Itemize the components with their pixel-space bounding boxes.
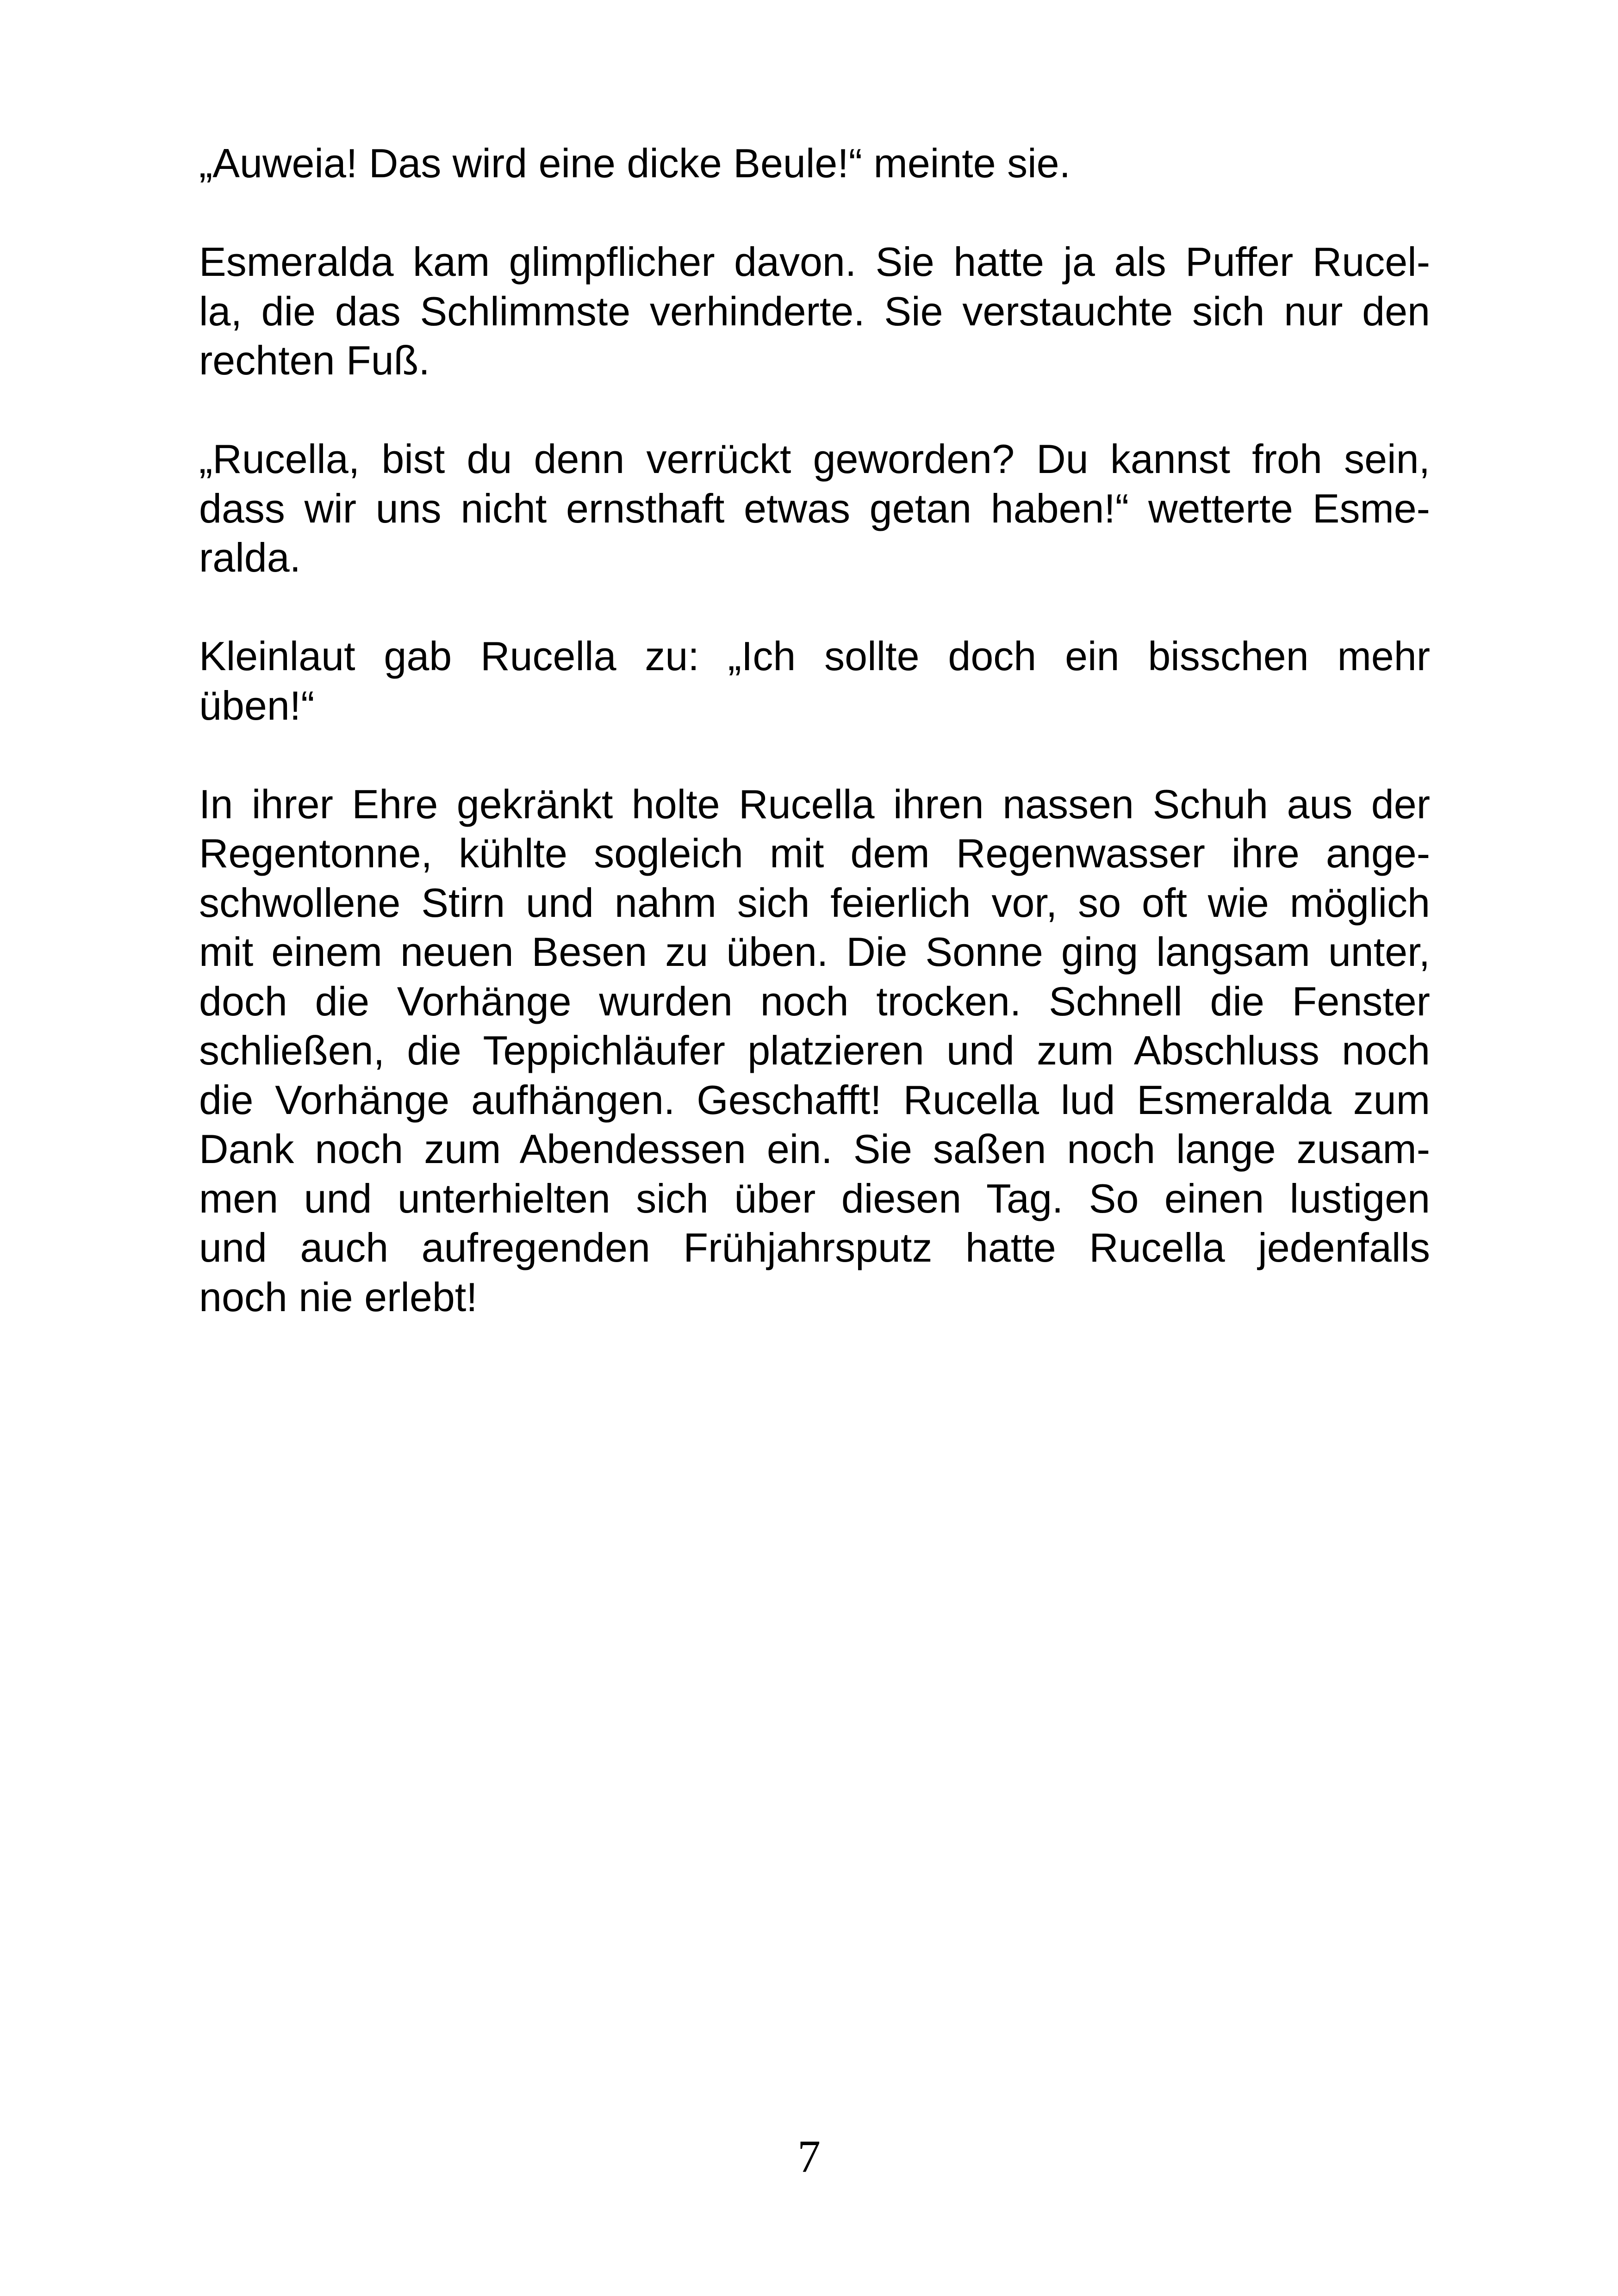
paragraph bbox=[199, 632, 1430, 730]
text-line: ralda. bbox=[199, 535, 301, 580]
text-line: In ihrer Ehre gekränkt holte Rucella ihren nassen Schuh aus der bbox=[199, 781, 1430, 827]
text-line: „Rucella, bist du denn verrückt geworden? Du kannst froh sein, bbox=[199, 436, 1430, 482]
paragraph bbox=[199, 435, 1430, 583]
text-line: la, die das Schlimmste verhinderte. Sie verstauchte sich nur den bbox=[199, 288, 1430, 334]
text-line: mit einem neuen Besen zu üben. Die Sonne ging langsam unter, bbox=[199, 929, 1430, 975]
text-line: Esmeralda kam glimpflicher davon. Sie hatte ja als Puffer Rucel- bbox=[199, 239, 1430, 285]
text-line: dass wir uns nicht ernsthaft etwas getan haben!“ wetterte Esme- bbox=[199, 485, 1430, 531]
text-line: men und unterhielten sich über diesen Tag. So einen lustigen bbox=[199, 1175, 1430, 1221]
text-line: doch die Vorhänge wurden noch trocken. Schnell die Fenster bbox=[199, 978, 1430, 1024]
text-line: Regentonne, kühlte sogleich mit dem Regenwasser ihre ange- bbox=[199, 830, 1430, 876]
page-number: 7 bbox=[797, 2131, 821, 2182]
text-line: Kleinlaut gab Rucella zu: „Ich sollte doch ein bisschen mehr bbox=[199, 633, 1430, 679]
text-line: „Auweia! Das wird eine dicke Beule!“ meinte sie. bbox=[199, 140, 1071, 186]
paragraph bbox=[199, 139, 1430, 188]
text-line: üben!“ bbox=[199, 682, 315, 728]
text-line: schließen, die Teppichläufer platzieren und zum Abschluss noch bbox=[199, 1027, 1430, 1073]
text-line: noch nie erlebt! bbox=[199, 1274, 478, 1320]
text-line: Dank noch zum Abendessen ein. Sie saßen noch lange zusam- bbox=[199, 1126, 1430, 1172]
body-text bbox=[199, 139, 1430, 1371]
paragraph bbox=[199, 237, 1430, 386]
text-line: und auch aufregenden Frühjahrsputz hatte Rucella jedenfalls bbox=[199, 1225, 1430, 1270]
text-line: schwollene Stirn und nahm sich feierlich vor, so oft wie möglich bbox=[199, 879, 1430, 926]
text-line: die Vorhänge aufhängen. Geschafft! Rucella lud Esmeralda zum bbox=[199, 1076, 1430, 1123]
text-line: rechten Fuß. bbox=[199, 337, 430, 383]
paragraph bbox=[199, 780, 1430, 1322]
